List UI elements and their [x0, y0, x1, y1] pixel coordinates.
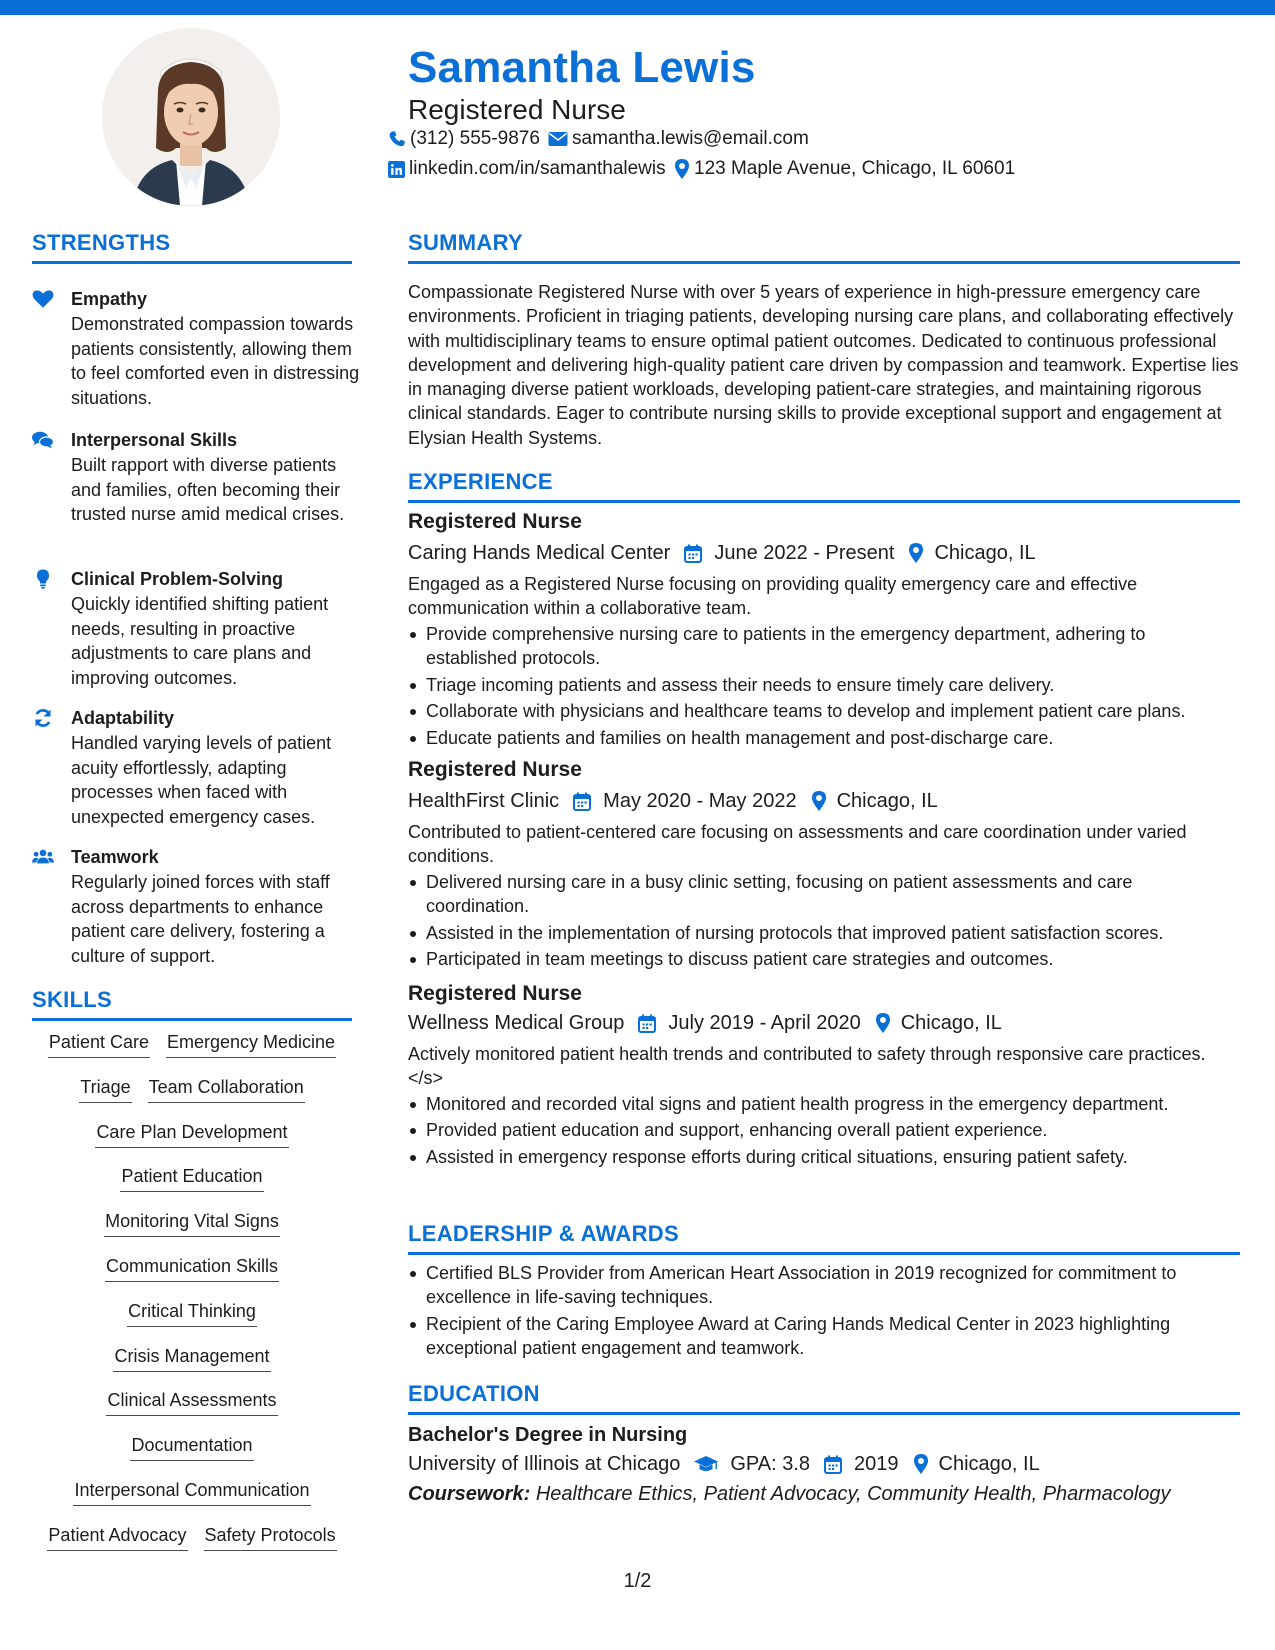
skills-row [32, 1164, 352, 1209]
job-dates: May 2020 - May 2022 [603, 790, 797, 812]
skill-tag: Documentation [130, 1433, 253, 1461]
skill-tag: Communication Skills [105, 1254, 279, 1282]
experience-entry [408, 757, 1240, 974]
page-number: 1/2 [623, 1570, 652, 1592]
leadership-section-header [408, 1220, 1240, 1255]
section-title: STRENGTHS [32, 230, 171, 255]
section-title: SKILLS [32, 987, 113, 1012]
skills-row [32, 1299, 352, 1344]
skill-tag: Clinical Assessments [106, 1388, 277, 1416]
award-item: Certified BLS Provider from American Heart Association in 2019 recognized for commitment to excellence in life-saving techniques. [426, 1261, 1240, 1310]
email-text[interactable]: samantha.lewis@email.com [572, 128, 809, 149]
leadership-list [408, 1261, 1240, 1363]
bullet-item: Assisted in emergency response efforts during critical situations, ensuring patient safety. [426, 1145, 1240, 1169]
graduation-cap-icon [694, 1455, 718, 1473]
bullet-item: Assisted in the implementation of nursing protocols that improved patient satisfaction scores. [426, 921, 1240, 945]
strength-description: Demonstrated compassion towards patients consistently, allowing them to feel comforted even in distressing situations. [71, 314, 360, 408]
section-divider [408, 1412, 1240, 1415]
map-marker-icon [908, 543, 924, 563]
calendar-icon [573, 792, 591, 811]
job-title: Registered Nurse [408, 758, 582, 781]
job-meta [408, 788, 1240, 814]
coursework-label: Coursework: [408, 1483, 531, 1505]
strength-title: Empathy [71, 289, 148, 309]
map-marker-icon [674, 159, 690, 179]
skills-row [32, 1344, 352, 1389]
skill-tag: Critical Thinking [127, 1299, 257, 1327]
phone-text[interactable]: (312) 555-9876 [410, 128, 540, 149]
award-bullets [408, 1261, 1240, 1361]
strength-title: Clinical Problem-Solving [71, 569, 284, 589]
section-title: LEADERSHIP & AWARDS [408, 1221, 679, 1246]
skill-tag: Care Plan Development [95, 1120, 288, 1148]
skills-list [32, 1030, 352, 1568]
strength-description: Regularly joined forces with staff across departments to enhance patient care delivery, fostering a culture of support. [71, 872, 330, 966]
skill-tag: Interpersonal Communication [73, 1478, 310, 1506]
calendar-icon [824, 1455, 842, 1474]
skill-tag: Monitoring Vital Signs [104, 1209, 280, 1237]
top-accent-bar [0, 0, 1275, 15]
summary-text: Compassionate Registered Nurse with over 5 years of experience in high-pressure emergency care environments. Proficient in triaging patients, developing nursing care plans, and collaborating effectively with multidisciplinary teams to ensure optimal patient outcomes. Dedicated to continuous professional development and delivering high-quality patient care driven by compassion and teamwork. Expertise lies in managing diverse patient workloads, developing patient-care strategies, and maintaining rigorous clinical standards. Eager to contribute nursing skills to provide exceptional support and engagement at Elysian Health Systems. [408, 282, 1239, 448]
award-item: Recipient of the Caring Employee Award at Caring Hands Medical Center in 2023 highlighting exceptional patient engagement and teamwork. [426, 1312, 1240, 1361]
section-title: EDUCATION [408, 1381, 540, 1406]
job-description: Engaged as a Registered Nurse focusing on providing quality emergency care and effective communication within a collaborative team. [408, 574, 1138, 619]
map-marker-icon [875, 1013, 891, 1033]
strength-description: Built rapport with diverse patients and families, often becoming their trusted nurse amid medical crises. [71, 455, 345, 524]
company-name: HealthFirst Clinic [408, 790, 560, 812]
experience-section-header [408, 468, 1240, 503]
map-marker-icon [811, 791, 827, 811]
envelope-icon [548, 131, 568, 147]
map-marker-icon [913, 1454, 929, 1474]
skill-tag: Crisis Management [113, 1344, 270, 1372]
experience-entry [408, 509, 1240, 753]
sync-icon [32, 708, 54, 728]
job-dates: July 2019 - April 2020 [668, 1012, 861, 1034]
bullet-item: Provided patient education and support, enhancing overall patient experience. [426, 1118, 1240, 1142]
strength-title: Teamwork [71, 847, 159, 867]
calendar-icon [684, 544, 702, 563]
linkedin-text[interactable]: linkedin.com/in/samanthalewis [409, 158, 666, 179]
gpa: GPA: 3.8 [730, 1453, 811, 1475]
education-entry [408, 1422, 1240, 1507]
skill-tag: Safety Protocols [204, 1523, 337, 1551]
degree-title: Bachelor's Degree in Nursing [408, 1424, 688, 1446]
coursework-list: Healthcare Ethics, Patient Advocacy, Community Health, Pharmacology [535, 1483, 1171, 1505]
candidate-name: Samantha Lewis [408, 43, 756, 92]
strength-title: Interpersonal Skills [71, 430, 238, 450]
skills-row [32, 1075, 352, 1120]
address-contact [674, 157, 1015, 181]
job-meta [408, 1010, 1240, 1036]
section-divider [408, 261, 1240, 264]
bullet-item: Educate patients and families on health management and post-discharge care. [426, 726, 1240, 750]
email-contact [548, 127, 809, 151]
job-description: Contributed to patient-centered care focusing on assessments and care coordination under varied conditions. [408, 822, 1187, 867]
skills-row [32, 1523, 352, 1568]
education-section-header [408, 1380, 1240, 1415]
section-divider [32, 1018, 352, 1021]
bullet-item: Monitored and recorded vital signs and patient health progress in the emergency department. [426, 1092, 1240, 1116]
skill-tag: Patient Advocacy [47, 1523, 187, 1551]
job-dates: June 2022 - Present [714, 542, 895, 564]
section-divider [32, 261, 352, 264]
strength-description: Quickly identified shifting patient needs, resulting in proactive adjustments to care plans and improving outcomes. [71, 594, 329, 688]
strength-description: Handled varying levels of patient acuity effortlessly, adapting processes when faced with unexpected emergency cases. [71, 733, 332, 827]
summary-section-header [408, 229, 1240, 264]
section-divider [408, 1252, 1240, 1255]
bullet-item: Participated in team meetings to discuss patient care strategies and outcomes. [426, 947, 1240, 971]
section-title: EXPERIENCE [408, 469, 553, 494]
linkedin-icon [388, 161, 405, 178]
skills-row [32, 1209, 352, 1254]
graduation-year: 2019 [854, 1453, 899, 1475]
skills-row [32, 1030, 352, 1075]
school-name: University of Illinois at Chicago [408, 1453, 681, 1475]
heart-icon [32, 289, 54, 309]
phone-contact [388, 127, 540, 151]
skills-row [32, 1388, 352, 1433]
calendar-icon [638, 1014, 656, 1033]
section-title: SUMMARY [408, 230, 523, 255]
job-meta [408, 540, 1240, 566]
skills-row [32, 1120, 352, 1165]
skill-tag: Team Collaboration [148, 1075, 305, 1103]
experience-entry [408, 981, 1240, 1172]
strengths-section-header [32, 229, 352, 264]
job-description: Actively monitored patient health trends and contributed to safety through responsive care practices.</s> [408, 1044, 1206, 1089]
candidate-title: Registered Nurse [408, 94, 626, 125]
skill-tag: Emergency Medicine [166, 1030, 336, 1058]
company-name: Wellness Medical Group [408, 1012, 625, 1034]
section-divider [408, 500, 1240, 503]
job-location: Chicago, IL [934, 542, 1036, 564]
company-name: Caring Hands Medical Center [408, 542, 671, 564]
education-meta [408, 1451, 1240, 1477]
lightbulb-icon [32, 569, 54, 589]
skill-tag: Patient Care [48, 1030, 150, 1058]
users-icon [32, 847, 54, 867]
job-location: Chicago, IL [836, 790, 938, 812]
education-location: Chicago, IL [938, 1453, 1040, 1475]
job-location: Chicago, IL [900, 1012, 1002, 1034]
strength-title: Adaptability [71, 708, 175, 728]
skill-tag: Patient Education [120, 1164, 263, 1192]
skills-row [32, 1478, 352, 1523]
coursework [408, 1481, 1240, 1507]
job-title: Registered Nurse [408, 982, 582, 1005]
linkedin-contact [388, 157, 666, 181]
bullet-item: Triage incoming patients and assess their needs to ensure timely care delivery. [426, 673, 1240, 697]
bullet-item: Collaborate with physicians and healthcare teams to develop and implement patient care plans. [426, 699, 1240, 723]
skill-tag: Triage [79, 1075, 131, 1103]
job-bullets [408, 622, 1240, 751]
job-title: Registered Nurse [408, 510, 582, 533]
comments-icon [32, 430, 54, 450]
profile-photo [102, 28, 280, 206]
bullet-item: Provide comprehensive nursing care to patients in the emergency department, adhering to established protocols. [426, 622, 1240, 671]
skills-row [32, 1433, 352, 1478]
phone-icon [388, 130, 406, 148]
bullet-item: Delivered nursing care in a busy clinic setting, focusing on patient assessments and care coordination. [426, 870, 1240, 919]
address-text: 123 Maple Avenue, Chicago, IL 60601 [694, 158, 1016, 179]
job-bullets [408, 1092, 1240, 1170]
skills-row [32, 1254, 352, 1299]
job-bullets [408, 870, 1240, 972]
skills-section-header [32, 986, 352, 1021]
